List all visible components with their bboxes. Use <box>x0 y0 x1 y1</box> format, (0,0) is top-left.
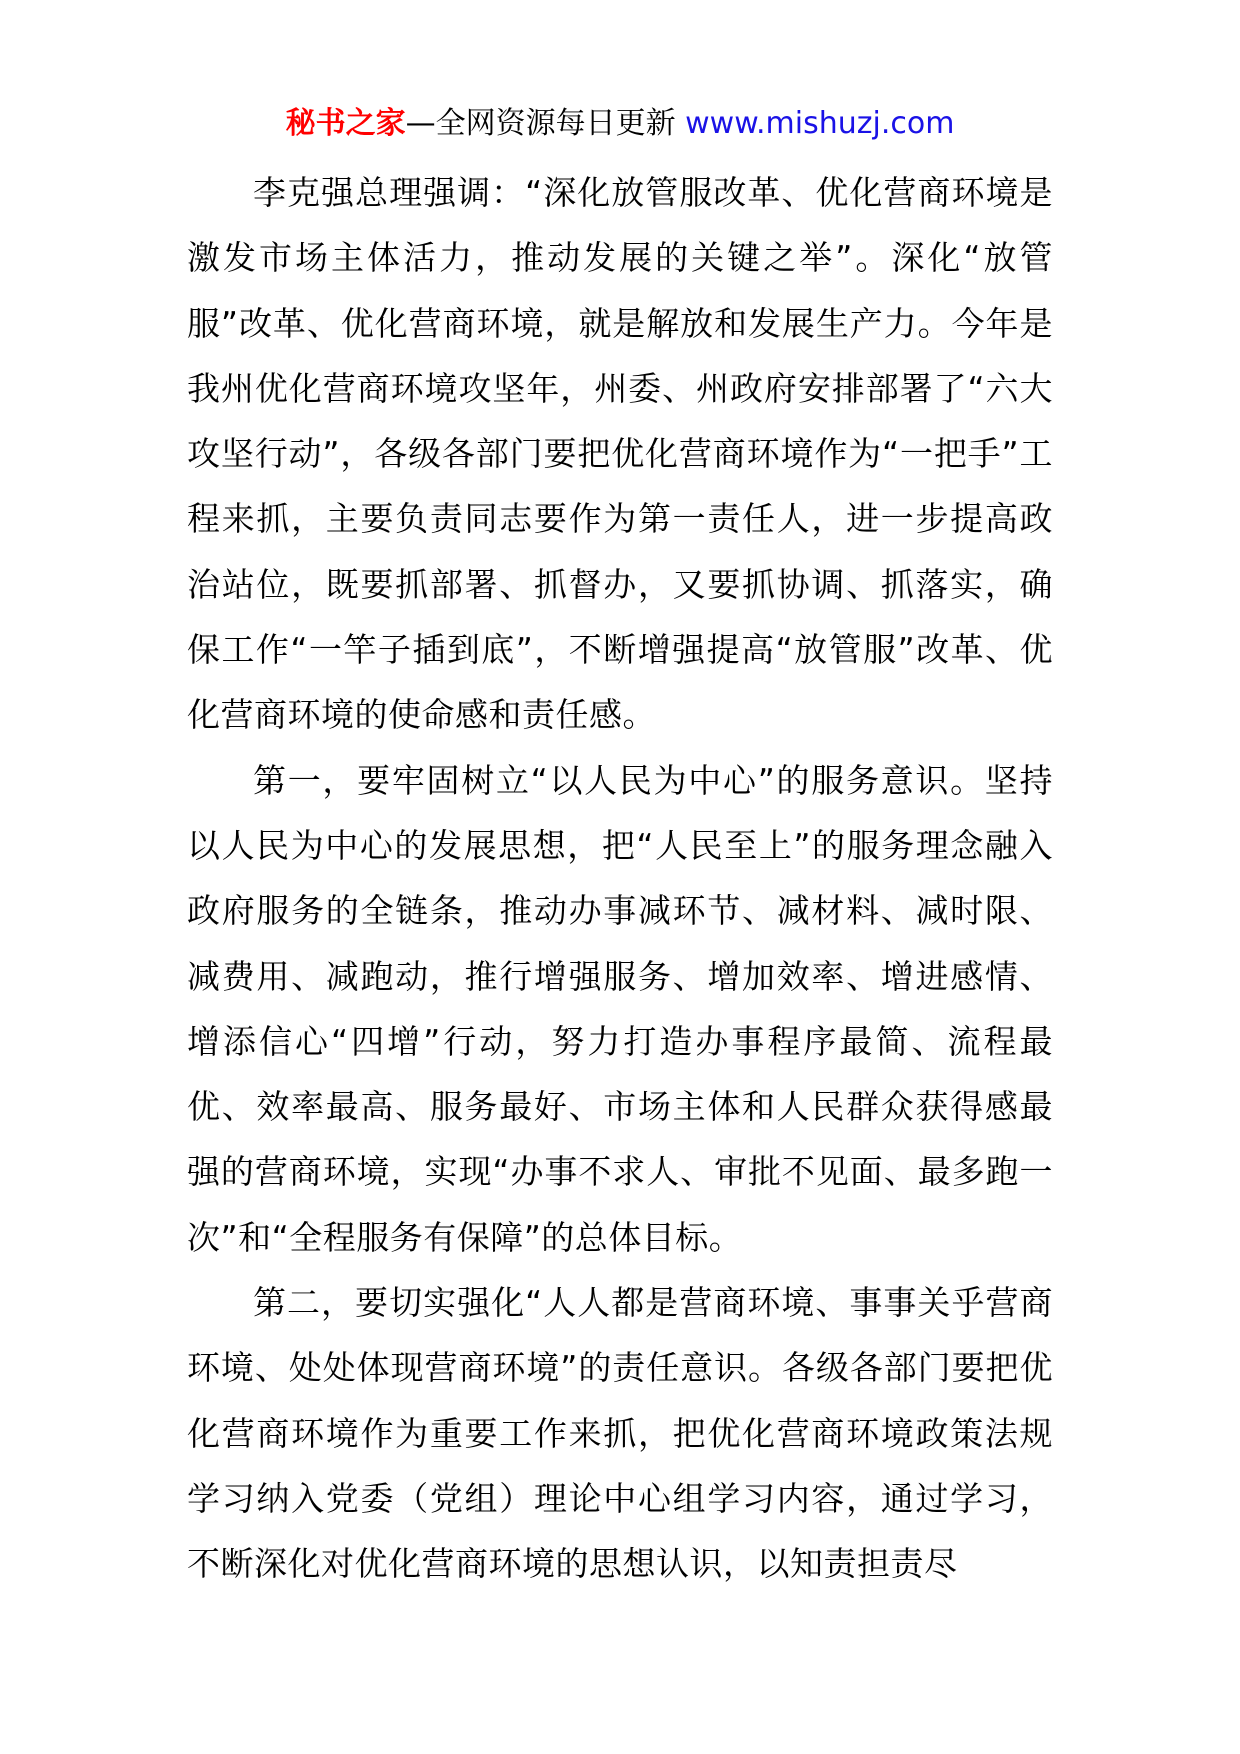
website-link[interactable]: www.mishuzj.com <box>685 106 955 141</box>
paragraph-first: 第一，要牢固树立“以人民为中心”的服务意识。坚持以人民为中心的发展思想，把“人民至上”的服务理念融入政府服务的全链条，推动办事减环节、减材料、减时限、减费用、减跑动，推行增强服务、增加效率、增进感情、增添信心“四增”行动，努力打造办事程序最简、流程最优、效率最高、服务最好、市场主体和人民群众获得感最强的营商环境，实现“办事不求人、审批不见面、最多跑一次”和“全程服务有保障”的总体目标。 <box>187 760 1053 1257</box>
paragraph-second: 第二，要切实强化“人人都是营商环境、事事关乎营商环境、处处体现营商环境”的责任意识。各级各部门要把优化营商环境作为重要工作来抓，把优化营商环境政策法规学习纳入党委（党组）理论中心组学习内容，通过学习，不断深化对优化营商环境的思想认识，以知责担责尽 <box>187 1283 1053 1584</box>
brand-name: 秘书之家 <box>285 106 406 141</box>
page-header <box>0 98 1240 150</box>
document-body <box>187 160 1053 1597</box>
header-slogan: —全网资源每日更新 <box>405 106 676 141</box>
paragraph-intro: 李克强总理强调：“深化放管服改革、优化营商环境是激发市场主体活力，推动发展的关键之举”。深化“放管服”改革、优化营商环境，就是解放和发展生产力。今年是我州优化营商环境攻坚年，州委、州政府安排部署了“六大攻坚行动”，各级各部门要把优化营商环境作为“一把手”工程来抓，主要负责同志要作为第一责任人，进一步提高政治站位，既要抓部署、抓督办，又要抓协调、抓落实，确保工作“一竿子插到底”，不断增强提高“放管服”改革、优化营商环境的使命感和责任感。 <box>187 173 1053 735</box>
